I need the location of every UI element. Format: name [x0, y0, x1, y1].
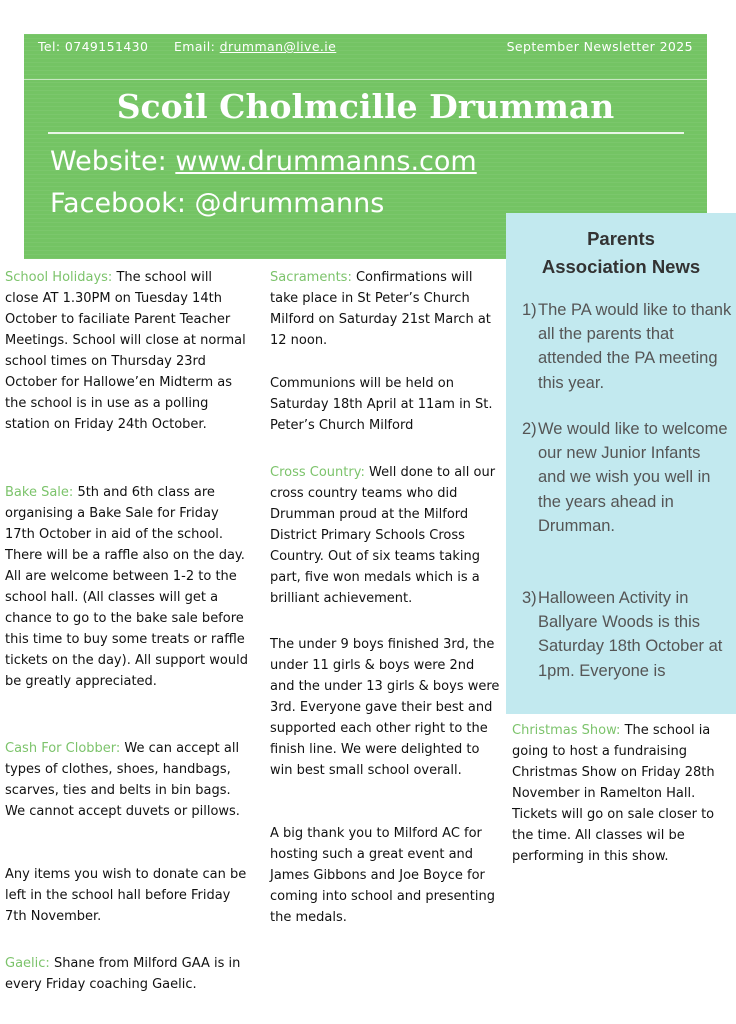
thanks-paragraph — [270, 823, 500, 928]
newsletter-issue: September Newsletter 2025 — [506, 39, 693, 54]
results-paragraph — [270, 634, 500, 781]
column-right — [512, 720, 734, 870]
communions-text: Communions will be held on Saturday 18th April at 11am in St. Peter’s Church Milford — [270, 376, 493, 433]
pa-item — [522, 417, 732, 538]
holidays-label: School Holidays: — [5, 270, 113, 285]
facebook-handle: Facebook: @drummanns — [50, 188, 385, 219]
holidays-text: The school will close AT 1.30PM on Tuesday 14th October to faciliate Parent Teacher Meetings. School will close at normal school times on Thursday 23rd October for Hallowe’en Midterm as the school is in use as a polling station on Friday 24th October. — [5, 270, 246, 432]
column-middle — [270, 267, 500, 927]
pa-item-text: We would like to welcome our new Junior Infants and we wish you well in the years ahead in Drumman. — [538, 420, 728, 535]
cross-country-paragraph — [270, 462, 500, 609]
gaelic-paragraph — [5, 953, 249, 995]
christmas-show-text: The school ia going to host a fundraising Christmas Show on Friday 28th November in Ramelton Hall. Tickets will go on sale closer to the time. All classes wil be performing in this show. — [512, 723, 715, 864]
pa-item-text: The PA would like to thank all the parents that attended the PA meeting this year. — [538, 301, 732, 392]
pa-item-number: 1) — [522, 301, 537, 319]
thanks-text: A big thank you to Milford AC for hosting such a great event and James Gibbons and Joe Boyce for coming into school and presenting the medals. — [270, 826, 495, 925]
cross-country-text: Well done to all our cross country teams who did Drumman proud at the Milford District Primary Schools Cross Country. Out of six teams taking part, five won medals which is a brilliant achievement. — [270, 465, 496, 606]
bake-sale-text: 5th and 6th class are organising a Bake Sale for Friday 17th October in aid of the school. There will be a raffle also on the day. All are welcome between 1-2 to the school hall. (All classes will get a chance to go to the bake sale before this time to buy some treats or raffle tickets on the day). All support would be greatly appreciated. — [5, 485, 248, 689]
sacraments-text: Confirmations will take place in St Peter’s Church Milford on Saturday 21st March at 12 noon. — [270, 270, 491, 348]
pa-title: Parents Association News — [541, 228, 701, 277]
christmas-show-label: Christmas Show: — [512, 723, 621, 738]
email-contact — [174, 39, 336, 54]
parents-association-panel — [506, 213, 736, 714]
donate-paragraph — [5, 864, 249, 927]
pa-item-text: Halloween Activity in Ballyare Woods is this Saturday 18th October at 1pm. Everyone is — [538, 589, 723, 680]
communions-paragraph — [270, 373, 500, 436]
gaelic-text: Shane from Milford GAA is in every Friday coaching Gaelic. — [5, 956, 241, 992]
results-text: The under 9 boys finished 3rd, the under 11 girls & boys were 2nd and the under 13 girls & boys were 3rd. Everyone gave their best and supported each other right to the finish line. We were delighted to win best small school overall. — [270, 637, 500, 778]
christmas-show-paragraph — [512, 720, 734, 867]
title-divider — [48, 132, 684, 134]
website-link[interactable]: www.drummanns.com — [175, 146, 477, 177]
email-label: Email: — [174, 39, 216, 54]
cross-country-label: Cross Country: — [270, 465, 365, 480]
pa-item — [522, 586, 732, 683]
phone-number: Tel: 0749151430 — [38, 39, 149, 54]
school-name: Scoil Cholmcille Drumman — [116, 87, 615, 126]
website-label: Website: — [50, 146, 167, 177]
website-line — [50, 146, 477, 177]
contact-bar — [24, 34, 707, 80]
cash-clobber-label: Cash For Clobber: — [5, 741, 121, 756]
bake-sale-label: Bake Sale: — [5, 485, 74, 500]
sacraments-paragraph — [270, 267, 500, 351]
pa-item — [522, 298, 732, 395]
donate-text: Any items you wish to donate can be left in the school hall before Friday 7th November. — [5, 867, 247, 924]
column-left — [5, 267, 249, 1007]
pa-item-number: 2) — [522, 420, 537, 438]
pa-item-number: 3) — [522, 589, 537, 607]
sacraments-label: Sacraments: — [270, 270, 352, 285]
holidays-paragraph — [5, 267, 249, 435]
cash-clobber-text: We can accept all types of clothes, shoes, handbags, scarves, ties and belts in bin bags. We cannot accept duvets or pillows. — [5, 741, 240, 819]
email-link[interactable]: drumman@live.ie — [219, 39, 337, 54]
cash-clobber-paragraph — [5, 738, 249, 822]
gaelic-label: Gaelic: — [5, 956, 50, 971]
bake-sale-paragraph — [5, 482, 249, 692]
